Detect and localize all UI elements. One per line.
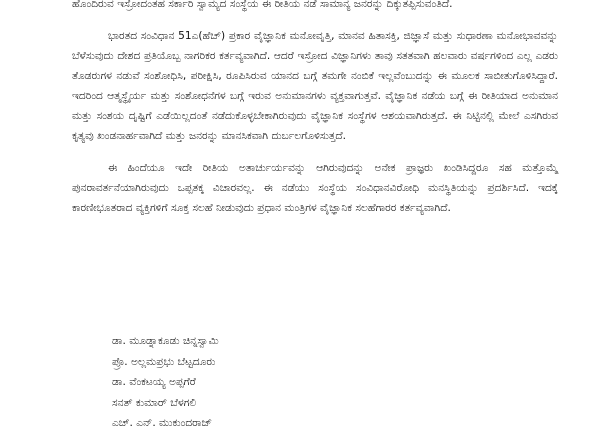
paragraph-continuation: ಹೊಂದಿರುವ ಇಸ್ರೋದಂತಹ ಸರ್ಕಾರಿ ಸ್ವಾಮ್ಯದ ಸಂಸ್ಥೆಯ ಈ ರೀತಿಯ ನಡೆ ಸಾಮಾನ್ಯ ಜನರನ್ನು ದಿಕ್ಕುತಪ್ಪಿಸುವಂತಿದೆ. (72, 0, 453, 10)
paragraph-gap (72, 14, 558, 26)
paragraph-conclusion: ಈ ಹಿಂದೆಯೂ ಇದೇ ರೀತಿಯ ಅತಾರ್ಚುರ್ಯವನ್ನು ಆಗಿರುವುದನ್ನು ಅನೇಕ ಪ್ರಾಜ್ಞರು ಖಂಡಿಸಿದ್ದರೂ ಸಹ ಮತ್ತೊಮ್ಮೆ ಪುನರಾವರ್ತನೆಯಾಗಿರುವುದು ಒಪ್ಪತಕ್ಕ ವಿಚಾರವಲ್ಲ. ಈ ನಡೆಯು ಸಂಸ್ಥೆಯ ಸಂವಿಧಾನವಿರೋಧಿ ಮನಸ್ಥಿತಿಯನ್ನು ಪ್ರದರ್ಶಿಸಿದೆ. ಇದಕ್ಕೆ ಕಾರಣೀಭೂತರಾದ ವ್ಯಕ್ತಿಗಳಿಗೆ ಸೂಕ್ತ ಸಲಹೆ ನೀಡುವುದು ಪ್ರಧಾನ ಮಂತ್ರಿಗಳ ವೈಜ್ಞಾನಿಕ ಸಲಹೆಗಾರರ ಕರ್ತವ್ಯವಾಗಿದೆ. (72, 162, 558, 214)
signatory-list (112, 331, 219, 434)
paragraph-gap (72, 146, 558, 158)
document-body (72, 0, 558, 218)
signatory-name: ಎಚ್. ಎನ್. ಮುಕುಂದರಾಜ್ (112, 417, 213, 429)
signatory-name: ಡಾ. ವೆಂಕಟಯ್ಯ ಅಪ್ಪಗೆರೆ (112, 376, 196, 388)
signatory-name: ಸನತ್ ಕುಮಾರ್ ಬೆಳಗಲಿ (112, 396, 197, 409)
signatory-name: ಪ್ರೊ. ಅಲ್ಲಮಪ್ರಭು ಬೆಟ್ಟದೂರು (112, 355, 216, 368)
signatory-name: ಡಾ. ಮೂಡ್ನಾಕೂಡು ಚಿನ್ನಸ್ವಾಮಿ (112, 335, 219, 347)
paragraph-constitution: ಭಾರತದ ಸಂವಿಧಾನ 51ಎ(ಹೆಚ್) ಪ್ರಕಾರ ವೈಜ್ಞಾನಿಕ ಮನೋವೃತ್ತಿ, ಮಾನವ ಹಿತಾಸಕ್ತಿ, ಜಿಜ್ಞಾಸೆ ಮತ್ತು ಸುಧಾರಣಾ ಮನೋಭಾವವನ್ನು ಬೆಳೆಸುವುದು ದೇಶದ ಪ್ರತಿಯೊಬ್ಬ ನಾಗರಿಕರ ಕರ್ತವ್ಯವಾಗಿದೆ. ಆದರೆ ಇಸ್ರೋದ ವಿಜ್ಞಾನಿಗಳು ತಾವು ಸತತವಾಗಿ ಹಲವಾರು ವರ್ಷಗಳಿಂದ ಎಲ್ಲ ಎಡರು ತೊಡರುಗಳ ನಡುವೆ ಸಂಶೋಧಿಸಿ, ಪರೀಕ್ಷಿಸಿ, ರೂಪಿಸಿರುವ ಯಾನದ ಬಗ್ಗೆ ತಮಗೇ ನಂಬಿಕೆ ಇಲ್ಲವೆಂಬುದನ್ನು ಈ ಮೂಲಕ ಸಾಬೀತುಗೊಳಿಸಿದ್ದಾರೆ. ಇದರಿಂದ ಆತ್ಮಸ್ಥೈರ್ಯ ಮತ್ತು ಸಂಶೋಧನೆಗಳ ಬಗ್ಗೆ ಇರುವ ಅನುಮಾನಗಳು ವ್ಯಕ್ತವಾಗುತ್ತವೆ. ವೈಜ್ಞಾನಿಕ ನಡೆಯ ಬಗ್ಗೆ ಈ ರೀತಿಯಾದ ಅನುಮಾನ ಮತ್ತು ಸಂಶಯ ದೃಷ್ಟಿಗೆ ಎಡೆಯಿಲ್ಲದಂತೆ ನಡೆದುಕೊಳ್ಳಬೇಕಾಗಿರುವುದು ವೈಜ್ಞಾನಿಕ ಸಂಸ್ಥೆಗಳ ಆಶಯವಾಗಿರುತ್ತದೆ. ಈ ನಿಟ್ಟಿನಲ್ಲಿ ಮೇಲೆ ಎಸಗಿರುವ ಕೃತ್ಯವು ಖಂಡನಾರ್ಹವಾಗಿದೆ ಮತ್ತು ಜನರನ್ನು ಮಾನಸಿಕವಾಗಿ ದುರ್ಬಲಗೊಳಿಸುತ್ತದೆ. (72, 30, 558, 142)
